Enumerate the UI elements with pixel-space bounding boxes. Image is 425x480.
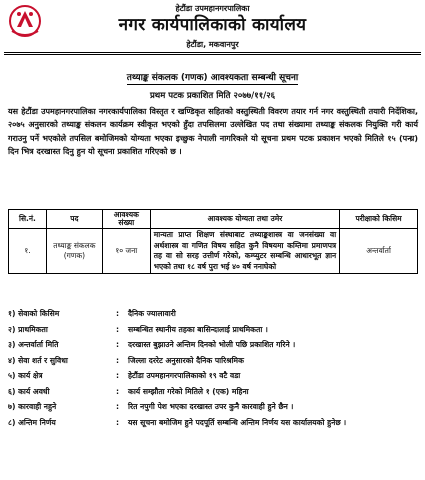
detail-row-service-terms: ४) सेवा शर्त र सुविधा : जिल्ला दररेट अनुसारको दैनिक पारिश्रमिक xyxy=(8,353,422,369)
col-header-sn: सि.नं. xyxy=(9,210,47,229)
detail-row-work-area: ५) कार्य क्षेत्र : हेटौंडा उपमहानगरपालिकाको १९ वटै वडा xyxy=(8,368,422,384)
office-name: नगर कार्यपालिकाको कार्यालय xyxy=(118,15,307,35)
detail-value: कार्य सम्झौता गरेको मितिले १ (एक) महिना xyxy=(128,386,249,396)
cell-post: तथ्याङ्क संकलक (गणक) xyxy=(46,229,102,274)
publish-date: प्रथम पटक प्रकाशित मिति २०७७/११/२६ xyxy=(149,91,276,101)
detail-label: २) प्राथमिकता xyxy=(8,324,48,334)
detail-label: ८) अन्तिम निर्णय xyxy=(8,417,56,427)
header-divider xyxy=(4,52,421,53)
detail-label: ४) सेवा शर्त र सुविधा xyxy=(8,355,68,365)
cell-count: १० जना xyxy=(102,229,150,274)
table-header-row xyxy=(9,210,418,229)
detail-value: सम्बन्धित स्थानीय तहका बासिन्दालाई प्राथमिकता । xyxy=(128,324,268,334)
detail-label: ७) कारवाही नहुने xyxy=(8,402,57,411)
detail-row-final-decision: ८) अन्तिम निर्णय : यस सूचना बमोजिम हुने पदपूर्ति सम्बन्धि अन्तिम निर्णय यस कार्यालयको हुनेछ । xyxy=(8,415,422,431)
col-header-exam: परीक्षाको किसिम xyxy=(340,210,418,229)
table-row xyxy=(9,229,418,274)
notice-subject: तथ्याङ्क संकलक (गणक) आवश्यकता सम्बन्धी सूचना xyxy=(126,73,299,83)
cell-qualification: मान्यता प्राप्त शिक्षण संस्थाबाट तथ्याङ्कशास्त्र वा जनसंख्या वा अर्थशास्त्र वा गणित विषय सहित कुनै विषयमा कम्तिमा प्रमाणपत्र तह वा सो सरह उत्तीर्ण गरेको, कम्प्युटर सम्बन्धि आधारभूत ज्ञान भएको तथा १८ वर्ष पुरा भई ४० वर्ष ननाघेको xyxy=(150,229,339,274)
col-header-count: आवश्यक संख्या xyxy=(102,210,150,229)
cell-sn: १. xyxy=(9,229,47,274)
letterhead xyxy=(0,0,425,60)
cell-exam: अन्तर्वार्ता xyxy=(340,229,418,274)
detail-value: दैनिक ज्यालावारी xyxy=(128,309,176,318)
notice-paragraph: यस हेटौंडा उपमहानगरपालिका नगरकार्यपालिका विस्तृत र खण्डिकृत सहितको वस्तुस्थिती विवरण तयार गर्न नगर वस्तुस्थिती तयारी निर्देशिका, २०७५ अनुसारको तथ्याङ्क संकलन कार्यक्रम स्वीकृत भएको हुँदा तपसिलमा उल्लेखित पद तथा संख्यामा तथ्याङ्क संकलक नियुक्ति गरी कार्य गराउनु पर्ने भएकोले तपसिल बमोजिमको योग्यता भएका इच्छुक नेपाली नागरिकले यो सूचना प्रथम पटक प्रकाशन भएको मितिले १५ (पन्ध्र) दिन भित्र दरखास्त दिनु हुन यो सूचना प्रकाशित गरिएको छ । xyxy=(8,107,418,157)
vacancy-table xyxy=(8,209,418,274)
detail-value: रित नपुगी पेश भएका दरखास्त उपर कुनै कारवाही हुने छैन । xyxy=(128,402,294,411)
municipality-name: हेटौंडा उपमहानगरपालिका xyxy=(175,4,250,13)
detail-label: ५) कार्य क्षेत्र xyxy=(8,371,43,380)
office-address: हेटौंडा, मकवानपुर xyxy=(186,40,239,49)
detail-row-no-action: ७) कारवाही नहुने : रित नपुगी पेश भएका दरखास्त उपर कुनै कारवाही हुने छैन । xyxy=(8,399,422,415)
detail-value: जिल्ला दररेट अनुसारको दैनिक पारिश्रमिक xyxy=(128,355,244,365)
col-header-qualification: आवश्यक योग्यता तथा उमेर xyxy=(150,210,339,229)
detail-row-priority: २) प्राथमिकता : सम्बन्धित स्थानीय तहका बासिन्दालाई प्राथमिकता । xyxy=(8,322,422,338)
detail-row-interview-date: ३) अन्तर्वार्ता मिति : दरखास्त बुझाउने अन्तिम दिनको भोली पछि प्रकाशित गरिने । xyxy=(8,337,422,353)
header-divider-2 xyxy=(4,54,421,55)
detail-row-service-type: १) सेवाको किसिम : दैनिक ज्यालावारी xyxy=(8,306,422,322)
detail-value: यस सूचना बमोजिम हुने पदपूर्ति सम्बन्धि अन्तिम निर्णय यस कार्यालयको हुनेछ । xyxy=(128,417,347,427)
detail-label: १) सेवाको किसिम xyxy=(8,309,60,318)
detail-row-duration: ६) कार्य अवधी : कार्य सम्झौता गरेको मितिले १ (एक) महिना xyxy=(8,384,422,400)
details-list xyxy=(8,306,422,430)
detail-label: ६) कार्य अवधी xyxy=(8,386,50,396)
detail-label: ३) अन्तर्वार्ता मिति xyxy=(8,340,59,349)
col-header-post: पद xyxy=(46,210,102,229)
detail-value: हेटौंडा उपमहानगरपालिकाको १९ वटै वडा xyxy=(128,371,241,380)
detail-value: दरखास्त बुझाउने अन्तिम दिनको भोली पछि प्रकाशित गरिने । xyxy=(128,340,296,349)
